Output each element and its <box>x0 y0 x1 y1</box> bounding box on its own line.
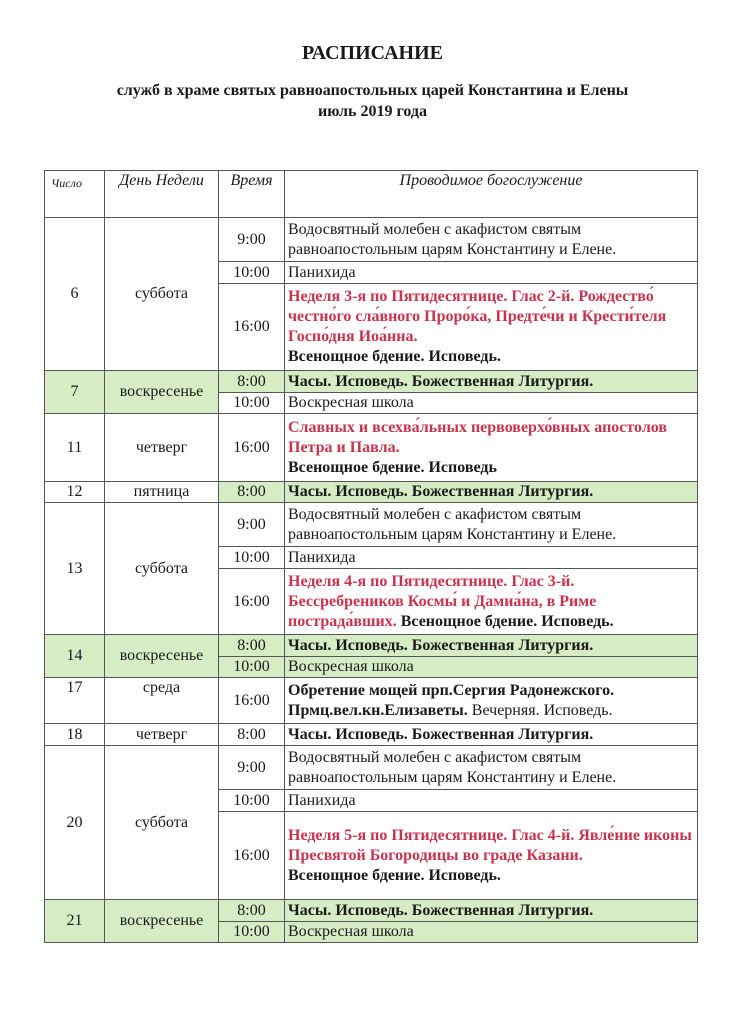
date-cell: 12 <box>45 482 105 503</box>
vigil-text: Всенощное бдение. Исповедь. <box>400 612 614 630</box>
service-cell: Водосвятный молебен с акафистом святым равноапостольным царям Константину и Елене. <box>285 218 698 262</box>
time-cell: 8:00 <box>219 635 285 657</box>
feast-name: Обретение мощей прп.Сергия Радонежского. Прмц.вел.кн.Елизаветы. <box>288 681 615 719</box>
feast-name: Неделя 3-я по Пятидесятнице. Глас 2-й. Рождество́ честно́го сла́вного Проро́ка, Предте́чи и Крести́теля Госпо́дня Иоа́нна. <box>288 288 667 345</box>
col-header-weekday: День Недели <box>105 171 219 218</box>
service-cell: Воскресная школа <box>285 393 698 414</box>
service-cell: Панихида <box>285 790 698 812</box>
vespers-text: Вечерняя. Исповедь. <box>471 701 613 719</box>
time-cell: 16:00 <box>219 569 285 635</box>
time-cell: 10:00 <box>219 790 285 812</box>
feast-name: Неделя 5-я по Пятидесятнице. Глас 4-й. Явле́ние иконы Пресвятой Богородицы во граде Казани. <box>288 826 692 864</box>
page-title: РАСПИСАНИЕ <box>301 42 443 64</box>
service-cell: Панихида <box>285 547 698 569</box>
time-cell: 9:00 <box>219 218 285 262</box>
weekday-cell: воскресенье <box>105 635 219 678</box>
col-header-time: Время <box>219 171 285 218</box>
vigil-text: Всенощное бдение. Исповедь. <box>288 348 501 365</box>
date-cell: 11 <box>45 414 105 482</box>
page-subtitle <box>0 80 745 122</box>
service-cell: Часы. Исповедь. Божественная Литургия. <box>285 635 698 657</box>
table-header-row <box>45 171 698 218</box>
time-cell: 8:00 <box>219 371 285 393</box>
table-row <box>45 503 698 547</box>
weekday-cell: суббота <box>105 746 219 900</box>
time-cell: 10:00 <box>219 262 285 284</box>
weekday-cell: среда <box>105 678 219 724</box>
date-cell: 13 <box>45 503 105 635</box>
table-row <box>45 678 698 724</box>
service-cell: Воскресная школа <box>285 922 698 943</box>
subtitle-line-1: служб в храме святых равноапостольных царей Константина и Елены <box>116 82 629 99</box>
date-cell: 7 <box>45 371 105 414</box>
service-cell <box>285 284 698 371</box>
table-row <box>45 724 698 746</box>
time-cell: 8:00 <box>219 724 285 746</box>
weekday-cell: четверг <box>105 414 219 482</box>
service-cell: Воскресная школа <box>285 657 698 678</box>
weekday-cell: суббота <box>105 218 219 371</box>
service-cell <box>285 414 698 482</box>
time-cell: 16:00 <box>219 678 285 724</box>
service-cell <box>285 678 698 724</box>
table-row <box>45 635 698 657</box>
weekday-cell: суббота <box>105 503 219 635</box>
time-cell: 16:00 <box>219 414 285 482</box>
table-row <box>45 218 698 262</box>
weekday-cell: воскресенье <box>105 371 219 414</box>
date-cell: 6 <box>45 218 105 371</box>
table-row <box>45 482 698 503</box>
time-cell: 10:00 <box>219 657 285 678</box>
time-cell: 9:00 <box>219 746 285 790</box>
table-row <box>45 746 698 790</box>
subtitle-line-2: июль 2019 года <box>318 103 427 120</box>
weekday-cell: воскресенье <box>105 900 219 943</box>
vigil-text: Всенощное бдение. Исповедь. <box>288 866 501 884</box>
service-cell: Часы. Исповедь. Божественная Литургия. <box>285 900 698 922</box>
service-cell: Часы. Исповедь. Божественная Литургия. <box>285 371 698 393</box>
time-cell: 10:00 <box>219 547 285 569</box>
service-cell: Часы. Исповедь. Божественная Литургия. <box>285 482 698 503</box>
service-cell <box>285 569 698 635</box>
schedule-table <box>44 170 698 943</box>
weekday-cell: пятница <box>105 482 219 503</box>
date-cell: 20 <box>45 746 105 900</box>
weekday-cell: четверг <box>105 724 219 746</box>
time-cell: 10:00 <box>219 393 285 414</box>
time-cell: 8:00 <box>219 482 285 503</box>
col-header-date: Число <box>45 171 105 218</box>
time-cell: 10:00 <box>219 922 285 943</box>
date-cell: 21 <box>45 900 105 943</box>
time-cell: 9:00 <box>219 503 285 547</box>
service-cell: Часы. Исповедь. Божественная Литургия. <box>285 724 698 746</box>
vigil-text: Всенощное бдение. Исповедь <box>288 458 497 476</box>
table-row <box>45 414 698 482</box>
date-cell: 14 <box>45 635 105 678</box>
service-cell: Водосвятный молебен с акафистом святым равноапостольным царям Константину и Елене. <box>285 746 698 790</box>
table-row <box>45 900 698 922</box>
feast-name: Неделя 4-я по Пятидесятнице. Глас 3-й. Бессребреников Космы́ и Дамиа́на, в Риме пострада́вших. <box>288 572 597 630</box>
service-cell <box>285 812 698 900</box>
col-header-service: Проводимое богослужение <box>285 171 698 218</box>
time-cell: 8:00 <box>219 900 285 922</box>
time-cell: 16:00 <box>219 812 285 900</box>
service-cell: Панихида <box>285 262 698 284</box>
table-row <box>45 371 698 393</box>
date-cell: 17 <box>45 678 105 724</box>
service-cell: Водосвятный молебен с акафистом святым равноапостольным царям Константину и Елене. <box>285 503 698 547</box>
feast-name: Славных и всехва́льных первоверхо́вных апостолов Петра и Павла. <box>288 418 668 456</box>
time-cell: 16:00 <box>219 284 285 371</box>
date-cell: 18 <box>45 724 105 746</box>
